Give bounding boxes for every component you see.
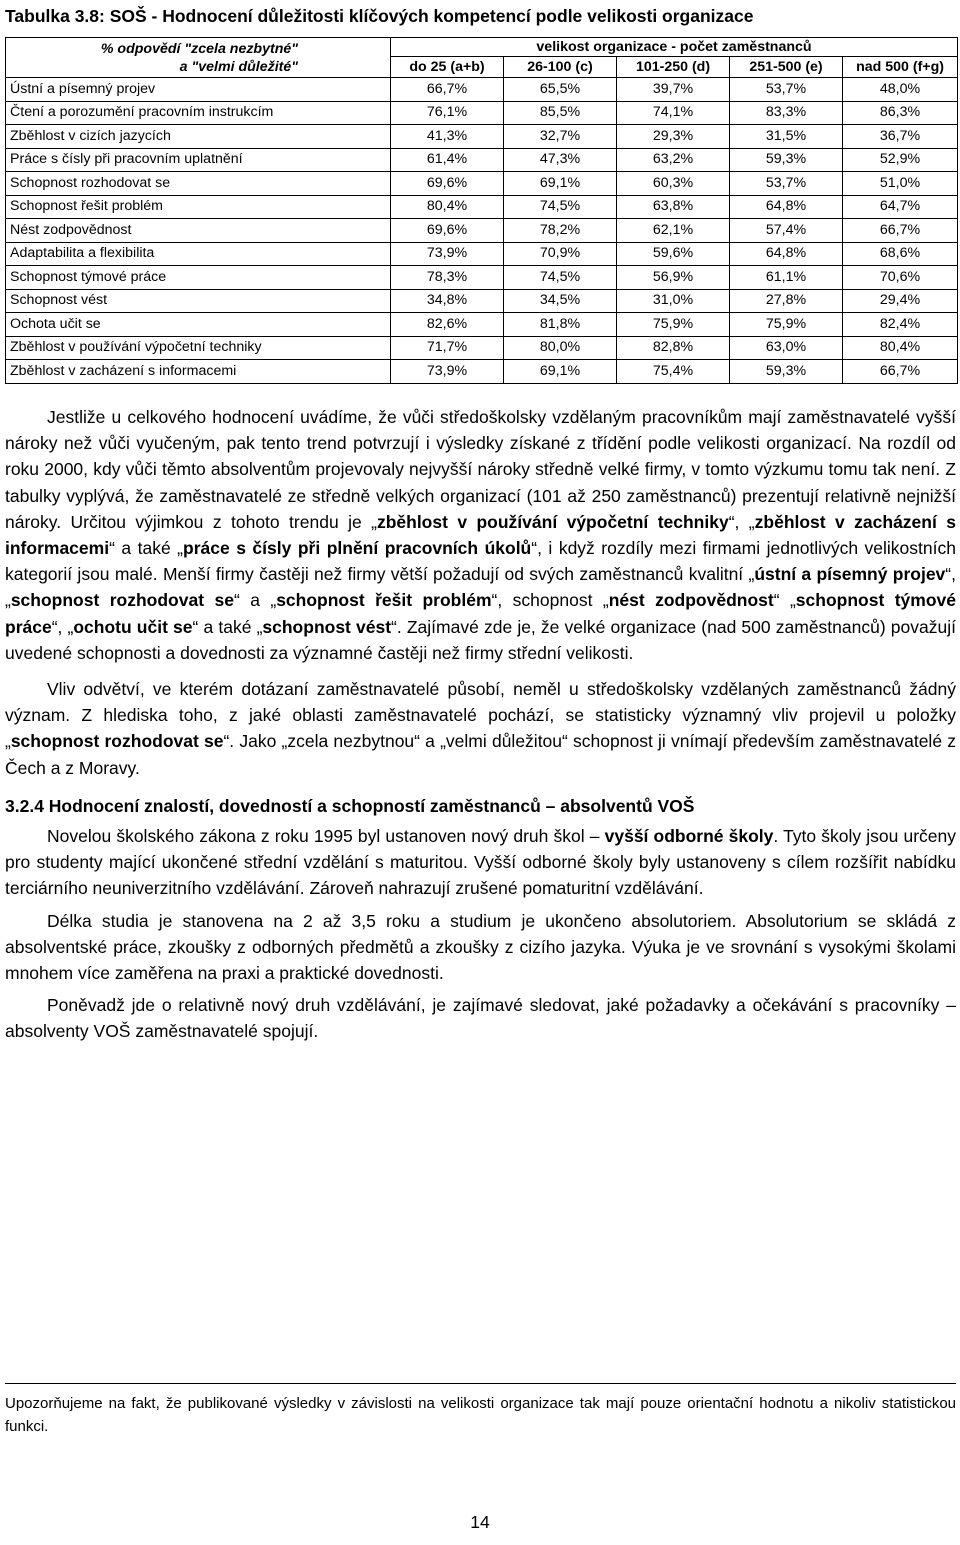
table-cell: 75,9% [617,313,730,337]
table-cell: 81,8% [504,313,617,337]
text-run: . Tyto školy jsou určeny pro studenty mající ukončené střední vzdělání s maturitou. Vyšší odborné školy byly ustanoveny s cílem rozšířit nabídku terciárního neuniverzitního vzdělávání. Zároveň nahrazují zrušené pomaturitní vzdělávání. [5,826,957,899]
table-cell: 68,6% [843,242,958,266]
table-cell: 57,4% [730,219,843,243]
table-cell: 53,7% [730,172,843,196]
table-row [6,148,958,172]
table-cell: 65,5% [504,78,617,102]
table-cell: 78,2% [504,219,617,243]
table-cell: 80,4% [843,336,958,360]
table-row [6,219,958,243]
row-label: Adaptabilita a flexibilita [6,242,391,266]
footnote-separator [5,1383,956,1384]
table-cell: 64,7% [843,195,958,219]
bold-phrase: vyšší odborné školy [604,826,774,847]
table-cell: 39,7% [617,78,730,102]
table-cell: 34,8% [391,289,504,313]
text-run: “ a také „ [109,538,184,559]
table-cell: 73,9% [391,242,504,266]
table-cell: 80,0% [504,336,617,360]
text-run: “, „ [51,616,74,637]
section-heading: 3.2.4 Hodnocení znalostí, dovedností a schopností zaměstnanců – absolventů VOŠ [5,795,695,816]
table-cell: 59,3% [730,360,843,384]
table-row [6,242,958,266]
bold-phrase: schopnost řešit problém [276,590,492,611]
table-cell: 78,3% [391,266,504,290]
paragraph [5,823,956,902]
table-cell: 80,4% [391,195,504,219]
table-cell: 64,8% [730,242,843,266]
bold-phrase: ústní a písemný projev [754,564,946,585]
row-label: Schopnost rozhodovat se [6,172,391,196]
column-header: 251-500 (e) [730,57,843,78]
table-cell: 82,4% [843,313,958,337]
text-run: “, i když rozdíly mezi firmami jednotlivých velikostních kategorií jsou malé. Menší firmy častěji než firmy větší požadují od svých zaměstnanců kvalitní „ [5,538,956,585]
table-cell: 41,3% [391,125,504,149]
table-cell: 73,9% [391,360,504,384]
table-cell: 31,0% [617,289,730,313]
table-cell: 62,1% [617,219,730,243]
table-cell: 66,7% [391,78,504,102]
table-cell: 48,0% [843,78,958,102]
paragraph [5,908,956,987]
table-cell: 85,5% [504,101,617,125]
table-row [6,360,958,384]
row-label: Práce s čísly při pracovním uplatnění [6,148,391,172]
paragraph [5,992,956,1044]
bold-phrase: schopnost vést [262,616,392,637]
table-cell: 74,5% [504,195,617,219]
bold-phrase: zběhlost v používání výpočetní techniky [376,511,729,532]
row-label: Schopnost vést [6,289,391,313]
column-header: 26-100 (c) [504,57,617,78]
table-cell: 82,8% [617,336,730,360]
row-label: Ústní a písemný projev [6,78,391,102]
table-cell: 56,9% [617,266,730,290]
table-cell: 34,5% [504,289,617,313]
text-run: “ a „ [233,590,277,611]
table-row [6,78,958,102]
table-cell: 60,3% [617,172,730,196]
row-label: Zběhlost v používání výpočetní techniky [6,336,391,360]
table-cell: 29,4% [843,289,958,313]
table-cell: 61,4% [391,148,504,172]
text-run: Jestliže u celkového hodnocení uvádíme, že vůči středoškolsky vzdělaným pracovníkům mají zaměstnavatelé vyšší nároky než vůči vyučeným, pak tento trend potvrzují i výsledky získané z třídění podle velikosti organizací. Na rozdíl od roku 2000, kdy vůči těmto absolventům projevovaly nejvyšší nároky středně velké firmy, v tomto výzkumu tomu tak není. Z tabulky vyplývá, že zaměstnavatelé ze středně velkých organizací (101 až 250 zaměstnanců) prezentují relativně nejnižší nároky. Určitou výjimkou z tohoto trendu je „ [5,407,956,532]
column-header: nad 500 (f+g) [843,57,958,78]
row-label: Ochota učit se [6,313,391,337]
column-header: do 25 (a+b) [391,57,504,78]
page-number: 14 [470,1512,490,1532]
table-row [6,195,958,219]
table-cell: 47,3% [504,148,617,172]
table-row [6,289,958,313]
table-header-group: velikost organizace - počet zaměstnanců [391,38,958,57]
text-run: “. Zajímavé zde je, že velké organizace (nad 500 zaměstnanců) považují uvedené schopnosti a dovednosti za významné častěji než firmy střední velikosti. [5,616,956,663]
row-label: Schopnost týmové práce [6,266,391,290]
table-cell: 36,7% [843,125,958,149]
table-cell: 53,7% [730,78,843,102]
table-body [6,78,958,384]
text-run: “, schopnost „ [491,590,609,611]
bold-phrase: nést zodpovědnost [608,590,774,611]
table-cell: 63,0% [730,336,843,360]
body-text [5,404,956,1051]
bold-phrase: schopnost rozhodovat se [10,590,234,611]
table-cell: 64,8% [730,195,843,219]
bold-phrase: ochotu učit se [73,616,193,637]
text-run: “ a také „ [192,616,263,637]
bold-phrase: práce s čísly při plnění pracovních úkolů [183,538,532,559]
table-row [6,125,958,149]
table-cell: 75,9% [730,313,843,337]
table-caption: Tabulka 3.8: SOŠ - Hodnocení důležitosti klíčových kompetencí podle velikosti organizace [5,6,754,26]
table-row [6,336,958,360]
row-label: Schopnost řešit problém [6,195,391,219]
text-run: Délka studia je stanovena na 2 až 3,5 roku a studium je ukončeno absolutoriem. Absolutorium se skládá z absolventské práce, zkoušky z odborných předmětů a zkoušky z cizího jazyka. Výuka je ve srovnání s vysokými školami mnohem více zaměřena na praxi a praktické dovednosti. [5,910,956,984]
table-cell: 63,2% [617,148,730,172]
text-run: “ „ [773,590,796,611]
table-row [6,172,958,196]
bold-phrase: zběhlost v zacházení s informacemi [5,511,956,559]
header-left-line1: % odpovědí "zcela nezbytné" [100,40,298,57]
text-run: “, „ [728,511,755,532]
table-cell: 59,6% [617,242,730,266]
table-cell: 69,1% [504,172,617,196]
row-label: Nést zodpovědnost [6,219,391,243]
table-cell: 63,8% [617,195,730,219]
row-label: Zběhlost v cizích jazycích [6,125,391,149]
table-header-left [6,38,391,78]
table-cell: 66,7% [843,360,958,384]
column-header: 101-250 (d) [617,57,730,78]
header-left-line2: a "velmi důležité" [179,58,298,75]
table-cell: 74,1% [617,101,730,125]
text-run: Vliv odvětví, ve kterém dotázaní zaměstnavatelé působí, neměl u středoškolsky vzdělaných zaměstnanců žádný význam. Z hlediska toho, z jaké oblasti zaměstnavatelé pochází, se statisticky významný vliv projevil u položky „ [5,679,956,752]
table-cell: 69,1% [504,360,617,384]
table-cell: 51,0% [843,172,958,196]
table-cell: 86,3% [843,101,958,125]
table-cell: 27,8% [730,289,843,313]
table-cell: 32,7% [504,125,617,149]
table-row [6,266,958,290]
table-row [6,313,958,337]
table-cell: 31,5% [730,125,843,149]
row-label: Čtení a porozumění pracovním instrukcím [6,101,391,125]
table-cell: 52,9% [843,148,958,172]
table-cell: 69,6% [391,172,504,196]
table-cell: 66,7% [843,219,958,243]
table-cell: 59,3% [730,148,843,172]
row-label: Zběhlost v zacházení s informacemi [6,360,391,384]
table-cell: 76,1% [391,101,504,125]
text-run: “, „ [5,564,956,611]
table-cell: 61,1% [730,266,843,290]
table-cell: 71,7% [391,336,504,360]
table-cell: 69,6% [391,219,504,243]
table-cell: 29,3% [617,125,730,149]
table-cell: 82,6% [391,313,504,337]
table-cell: 70,9% [504,242,617,266]
table-cell: 70,6% [843,266,958,290]
table-row [6,101,958,125]
paragraph [5,404,956,666]
text-run: Novelou školského zákona z roku 1995 byl ustanoven nový druh škol – [47,826,605,847]
text-run: “. Jako „zcela nezbytnou“ a „velmi důležitou“ schopnost ji vnímají především zaměstnavatelé z Čech a z Moravy. [5,731,957,778]
footnote: Upozorňujeme na fakt, že publikované výsledky v závislosti na velikosti organizace tak mají pouze orientační hodnotu a nikoliv statistickou funkci. [5,1395,956,1435]
paragraph [5,676,956,781]
bold-phrase: schopnost týmové práce [5,590,956,637]
table-cell: 74,5% [504,266,617,290]
table-cell: 83,3% [730,101,843,125]
bold-phrase: schopnost rozhodovat se [10,731,224,752]
competence-table [5,37,958,384]
text-run: Poněvadž jde o relativně nový druh vzdělávání, je zajímavé sledovat, jaké požadavky a očekávání s pracovníky – absolventy VOŠ zaměstnavatelé spojují. [5,995,956,1042]
table-cell: 75,4% [617,360,730,384]
